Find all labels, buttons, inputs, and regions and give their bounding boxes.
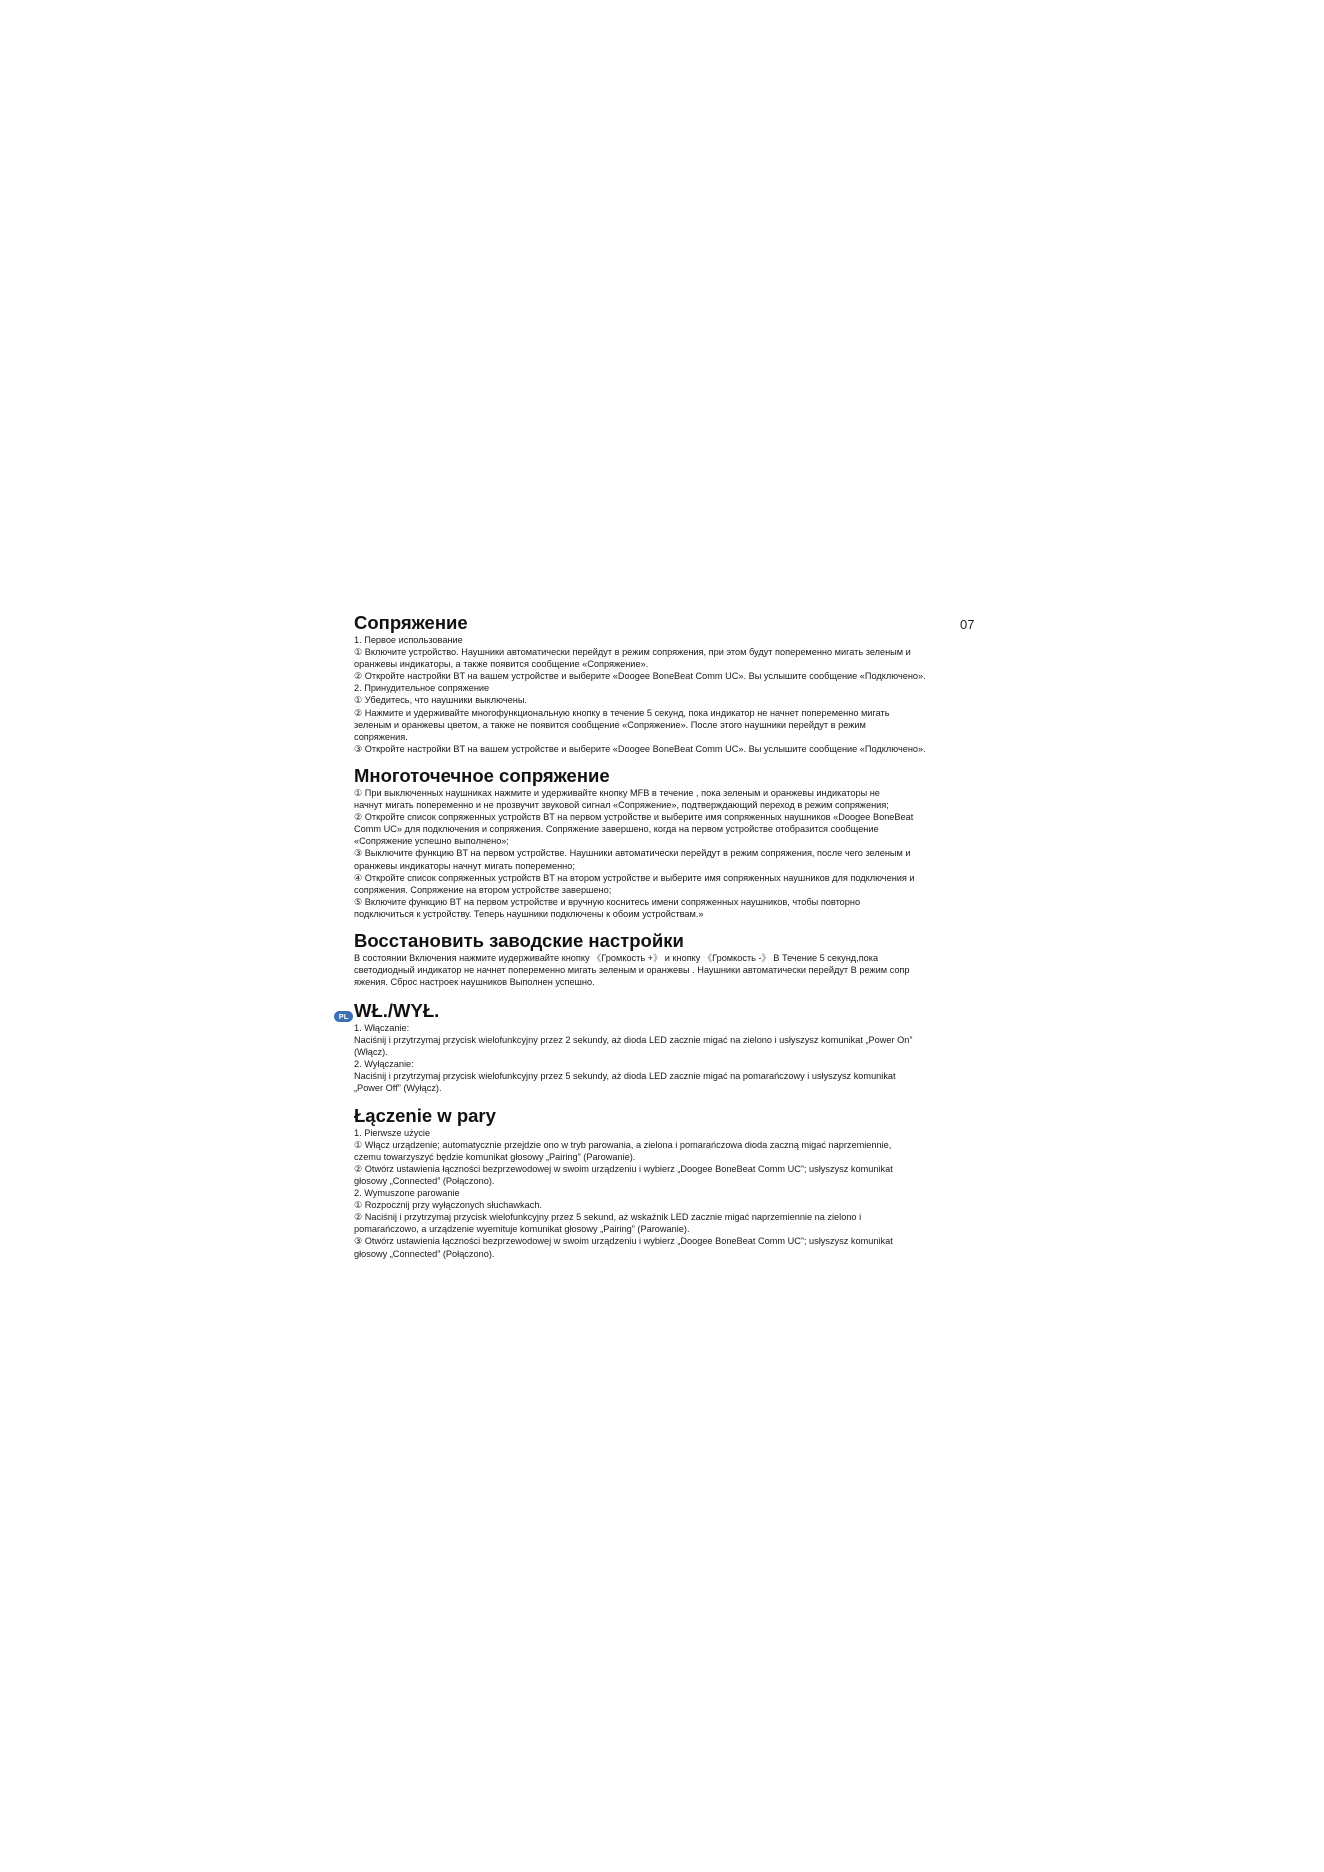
text-line: яжения. Сброс настроек наушников Выполнен успешно. xyxy=(354,977,595,988)
text-line: ① Убедитесь, что наушники выключены. xyxy=(354,695,527,706)
text-line: В состоянии Включения нажмите иудерживайте кнопку 《Громкость +》 и кнопку 《Громкость -》 В Течение 5 секунд,пока xyxy=(354,952,879,963)
text-line: светодиодный индикатор не начнет попеременно мигать зеленым и оранжевы . Наушники автоматически перейдут В режим сопр xyxy=(354,965,910,976)
text-line: ② Naciśnij i przytrzymaj przycisk wielofunkcyjny przez 5 sekund, aż wskaźnik LED zacznie migać naprzemiennie na zielono i xyxy=(354,1212,862,1223)
polish-sections xyxy=(354,1000,986,1260)
text-line: 2. Wymuszone parowanie xyxy=(354,1188,460,1199)
text-line: ① Rozpocznij przy wyłączonych słuchawkach. xyxy=(354,1200,542,1211)
text-line: 2. Wyłączanie: xyxy=(354,1059,414,1070)
text-line: ④ Откройте список сопряженных устройств BT на втором устройстве и выберите имя сопряженных наушников для подключения и xyxy=(354,872,915,883)
text-line: czemu towarzyszyć będzie komunikat głosowy „Pairing” (Parowanie). xyxy=(354,1151,636,1162)
text-line: ③ Otwórz ustawienia łączności bezprzewodowej w swoim urządzeniu i wybierz „Doogee BoneBeat Comm UC”; usłyszysz komunikat xyxy=(354,1236,893,1247)
text-line: ③ Выключите функцию BT на первом устройстве. Наушники автоматически перейдут в режим сопряжения, после чего зеленым и xyxy=(354,848,911,859)
text-line: 1. Włączanie: xyxy=(354,1023,410,1033)
text-line: ⑤ Включите функцию BT на первом устройстве и вручную коснитесь имени сопряженных наушников, чтобы повторно xyxy=(354,896,861,907)
text-line: pomarańczowo, a urządzenie wyemituje komunikat głosowy „Pairing” (Parowanie). xyxy=(354,1224,690,1235)
text-line: ② Otwórz ustawienia łączności bezprzewodowej w swoim urządzeniu i wybierz „Doogee BoneBeat Comm UC”; usłyszysz komunikat xyxy=(354,1163,893,1174)
text-line: głosowy „Connected” (Połączono). xyxy=(354,1248,495,1259)
section xyxy=(354,765,986,920)
text-line: «Сопряжение успешно выполнено»; xyxy=(354,836,509,847)
text-line: подключиться к устройству. Теперь наушники подключены к обоим устройствам.» xyxy=(354,908,704,919)
section-title: Восстановить заводские настройки xyxy=(354,929,684,951)
text-line: Naciśnij i przytrzymaj przycisk wielofunkcyjny przez 2 sekundy, aż dioda LED zacznie migać na zielono i usłyszysz komunikat „Power On” xyxy=(354,1035,913,1046)
section-title: Многоточечное сопряжение xyxy=(354,764,610,786)
text-line: 1. Pierwsze użycie xyxy=(354,1127,431,1138)
text-line: ② Нажмите и удерживайте многофункциональную кнопку в течение 5 секунд, пока индикатор не начнет попеременно мигать xyxy=(354,707,890,718)
text-line: (Włącz). xyxy=(354,1047,388,1058)
text-line: „Power Off” (Wyłącz). xyxy=(354,1083,442,1094)
russian-sections xyxy=(354,612,986,988)
text-line: Comm UC» для подключения и сопряжения. Сопряжение завершено, когда на первом устройстве отобразится сообщение xyxy=(354,824,879,835)
language-badge-label: PL xyxy=(334,1011,353,1022)
page-number: 07 xyxy=(960,617,975,632)
text-line: ① При выключенных наушниках нажмите и удерживайте кнопку MFB в течение , пока зеленым и оранжевы индикаторы не xyxy=(354,787,880,798)
text-line: ③ Откройте настройки BT на вашем устройстве и выберите «Doogee BoneBeat Comm UC». Вы услышите сообщение «Подключено». xyxy=(354,743,926,754)
section xyxy=(354,1105,986,1260)
section xyxy=(354,1000,986,1095)
text-line: Naciśnij i przytrzymaj przycisk wielofunkcyjny przez 5 sekundy, aż dioda LED zacznie migać na pomarańczowy i usłyszysz komunikat xyxy=(354,1071,896,1082)
section xyxy=(354,612,986,755)
text-line: głosowy „Connected” (Połączono). xyxy=(354,1175,495,1186)
section-title: WŁ./WYŁ. xyxy=(354,1000,440,1021)
text-line: зеленым и оранжевы цветом, а также не появится сообщение «Сопряжение». После этого наушники перейдут в режим xyxy=(354,719,866,730)
text-line: оранжевы индикаторы начнут мигать попеременно; xyxy=(354,860,575,871)
section-title: Сопряжение xyxy=(354,612,468,633)
text-line: сопряжения. xyxy=(354,731,408,742)
text-line: ① Включите устройство. Наушники автоматически перейдут в режим сопряжения, при этом будут попеременно мигать зеленым и xyxy=(354,647,911,658)
text-line: оранжевы индикаторы, а также появится сообщение «Сопряжение». xyxy=(354,659,649,670)
text-line: начнут мигать попеременно и не прозвучит звуковой сигнал «Сопряжение», подтверждающий переход в режим сопряжения; xyxy=(354,800,889,811)
text-line: ① Włącz urządzenie; automatycznie przejdzie ono w tryb parowania, a zielona i pomarańczowa dioda zaczną migać naprzemiennie, xyxy=(354,1139,892,1150)
section-title: Łączenie w pary xyxy=(354,1104,496,1126)
text-line: ② Откройте настройки BT на вашем устройстве и выберите «Doogee BoneBeat Comm UC». Вы услышите сообщение «Подключено». xyxy=(354,671,926,682)
text-line: 2. Принудительное сопряжение xyxy=(354,683,490,694)
text-line: ② Откройте список сопряженных устройств BT на первом устройстве и выберите имя сопряженных наушников «Doogee BoneBeat xyxy=(354,812,914,823)
text-line: 1. Первое использование xyxy=(354,635,463,645)
text-line: сопряжения. Сопряжение на втором устройстве завершено; xyxy=(354,884,612,895)
language-badge xyxy=(334,1006,353,1024)
section xyxy=(354,930,986,988)
